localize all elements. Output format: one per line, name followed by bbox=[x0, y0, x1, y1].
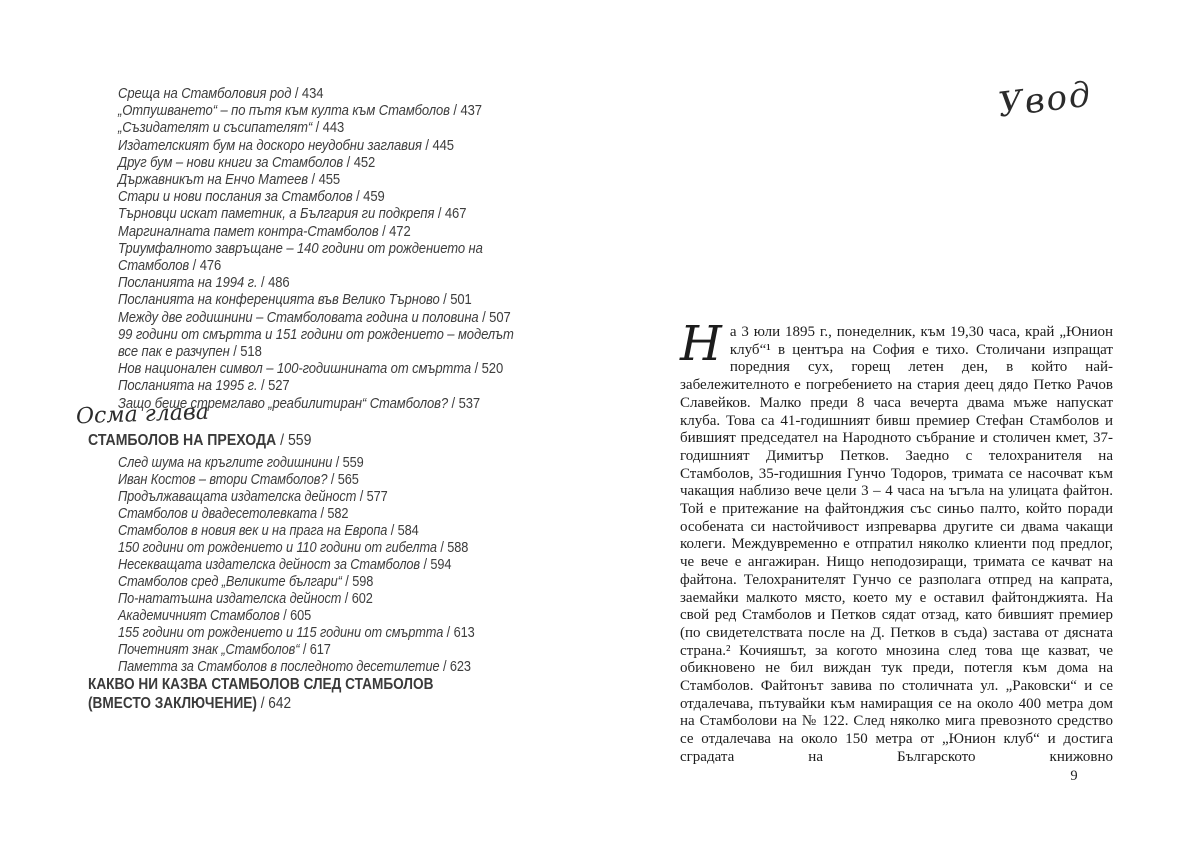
toc-entry-title: Посланията на 1995 г. bbox=[118, 378, 258, 395]
toc-entry bbox=[118, 224, 516, 241]
intro-script-title: Увод bbox=[995, 74, 1095, 126]
toc-entry bbox=[118, 574, 516, 591]
toc-entry-title: Стари и нови послания за Стамболов bbox=[118, 189, 353, 206]
toc-entry-title: Посланията на конференцията във Велико Търново bbox=[118, 292, 440, 309]
toc-entry-page: / 613 bbox=[443, 625, 475, 641]
toc-entry bbox=[118, 625, 516, 642]
intro-paragraph: а 3 юли 1895 г., понеделник, към 19,30 часа, край „Юнион клуб“¹ в центъра на София е тихо. Столичани изпращат поредния сух, горещ летен ден, в който най-забележителното е погребението на стария деец дядо Петко Рачов Славейков. Малко преди 8 часа вечерта двама мъже напускат клуба. Това са 41-годишният бивш премиер Стефан Стамболов и бившият председател на Народното събрание и столичен кмет, 37-годишният Димитър Петков. Заедно с телохранителя на Стамболов, 35-годишния Гунчо Тодоров, тримата се насочват към чакащия наблизо вече цели 3 – 4 часа на ъгъла на улицата файтон. Той е притежание на файтонджия със синьо палто, който поради особената си настойчивост изпреварва другите си двама чакащи колеги. Междувременно е отпратил няколко клиенти под предлог, че вече е ангажиран. Нищо неподозиращи, тримата се качват на файтона. Телохранителят Гунчо се разполага отпред на капрата, заемайки малкото място, което му е оставил файтонджията. На свой ред Стамболов и Петков сядат отзад, като бившият премиер (по свидетелствата после на Д. Петков в съда) застава от дясната страна.² Кочияшът, за когото мнозина след това ще казват, че обикновено не бил виждан тук преди, потегля към дома на Стамболов. Файтонът завива по столичната ул. „Раковски“ и се отдалечава, пътувайки към намиращия се на около 400 метра дом на Стамболови на № 122. След няколко мига превозното средство се отдалечава на около 150 метра от „Юнион клуб“ и достига сградата на Българското книжовно bbox=[680, 324, 1113, 765]
toc-entry bbox=[118, 523, 516, 540]
toc-entry-title: Почетният знак „Стамболов“ bbox=[118, 642, 300, 658]
toc-entry-page: / 559 bbox=[332, 455, 364, 471]
toc-entry-page: / 623 bbox=[439, 659, 471, 675]
toc-entry-page: / 594 bbox=[420, 557, 452, 573]
toc-entry bbox=[118, 206, 516, 223]
toc-entry-title: Издателският бум на доскоро неудобни заглавия bbox=[118, 137, 422, 154]
toc-entry-page: / 602 bbox=[341, 591, 373, 607]
toc-entry-title: Несекващата издателска дейност за Стамболов bbox=[118, 557, 421, 573]
toc-entry bbox=[118, 327, 516, 361]
toc-entry bbox=[118, 275, 516, 292]
toc-entry-page: / 476 bbox=[189, 258, 222, 275]
toc-entry bbox=[118, 120, 516, 137]
toc-entry-title: Нов национален символ – 100-годишнината от смъртта bbox=[118, 361, 472, 378]
toc-entry bbox=[118, 608, 516, 625]
toc-entry-title: 150 години от рождението и 110 години от гибелта bbox=[118, 540, 437, 556]
toc-entry-title: Стамболов в новия век и на прага на Европа bbox=[118, 523, 388, 539]
intro-text-block bbox=[680, 316, 1113, 767]
chapter-script-title: Осма глава bbox=[75, 399, 210, 430]
conclusion-heading bbox=[88, 676, 433, 713]
toc-entry bbox=[118, 138, 516, 155]
toc-entry-title: „Отпушването“ – по пътя към култа към Стамболов bbox=[118, 103, 450, 120]
chapter-heading-page: / 559 bbox=[276, 432, 312, 449]
toc-entry-title: Друг бум – нови книги за Стамболов bbox=[118, 154, 344, 171]
toc-entry-title: 99 години от смъртта и 151 години от рождението – моделът все пак е разчупен bbox=[118, 326, 514, 361]
conclusion-heading-line bbox=[88, 695, 433, 714]
toc-entry bbox=[118, 189, 516, 206]
toc-entry-page: / 598 bbox=[341, 574, 374, 590]
page-number: 9 bbox=[1070, 768, 1078, 784]
toc-entry bbox=[118, 241, 516, 275]
chapter-heading-text: СТАМБОЛОВ НА ПРЕХОДА bbox=[88, 432, 277, 449]
toc-entry-page: / 605 bbox=[279, 608, 312, 624]
toc-entry bbox=[118, 659, 516, 676]
toc-entry-title: Среща на Стамболовия род bbox=[118, 86, 292, 102]
toc-entry bbox=[118, 103, 516, 120]
toc-section-chapter-entries bbox=[118, 455, 516, 676]
toc-entry-page: / 565 bbox=[327, 472, 359, 488]
toc-entry-page: / 452 bbox=[343, 154, 376, 171]
toc-entry-title: Търновци искат паметник, а България ги подкрепя bbox=[118, 206, 435, 223]
dropcap-letter: Н bbox=[680, 316, 722, 372]
toc-entry-page: / 445 bbox=[421, 137, 454, 154]
toc-entry-title: Маргиналната памет контра-Стамболов bbox=[118, 223, 379, 240]
toc-entry-title: Академичният Стамболов bbox=[118, 608, 280, 624]
toc-entry-page: / 617 bbox=[299, 642, 331, 658]
toc-section-part1 bbox=[118, 86, 516, 413]
toc-entry-page: / 588 bbox=[436, 540, 469, 556]
toc-entry bbox=[118, 642, 516, 659]
toc-entry-page: / 467 bbox=[434, 206, 467, 223]
toc-entry-title: Защо беше стремглаво „реабилитиран“ Стамболов? bbox=[118, 395, 449, 412]
toc-entry-page: / 520 bbox=[471, 361, 504, 378]
toc-entry-title: Посланията на 1994 г. bbox=[118, 275, 258, 292]
toc-entry-title: Паметта за Стамболов в последното десетилетие bbox=[118, 659, 440, 675]
toc-entry-page: / 443 bbox=[312, 120, 345, 137]
toc-entry-title: Стамболов и двадесетолевката bbox=[118, 506, 318, 522]
conclusion-heading-line bbox=[88, 676, 433, 695]
toc-entry-title: Триумфалното завръщане – 140 години от рождението на Стамболов bbox=[118, 240, 483, 275]
toc-entry-title: Иван Костов – втори Стамболов? bbox=[118, 472, 328, 488]
toc-entry bbox=[118, 472, 516, 489]
toc-entry-title: Държавникът на Енчо Матеев bbox=[118, 172, 309, 189]
toc-entry bbox=[118, 557, 516, 574]
conclusion-heading-page: / 642 bbox=[256, 694, 292, 712]
toc-entry-page: / 577 bbox=[356, 489, 388, 505]
toc-entry-title: Продължаващата издателска дейност bbox=[118, 489, 357, 505]
toc-entry bbox=[118, 86, 516, 103]
toc-entry-title: 155 години от рождението и 115 години от смъртта bbox=[118, 625, 444, 641]
toc-entry bbox=[118, 361, 516, 378]
toc-entry-title: След шума на кръглите годишнини bbox=[118, 455, 333, 471]
toc-entry-page: / 527 bbox=[257, 378, 290, 395]
toc-entry-page: / 459 bbox=[352, 189, 385, 206]
toc-entry-page: / 582 bbox=[317, 506, 349, 522]
toc-entry-title: По-нататъшна издателска дейност bbox=[118, 591, 342, 607]
toc-entry-page: / 434 bbox=[291, 86, 324, 102]
toc-entry-title: „Съзидателят и съсипателят“ bbox=[118, 120, 313, 137]
toc-entry bbox=[118, 172, 516, 189]
toc-entry-page: / 501 bbox=[439, 292, 472, 309]
toc-entry bbox=[118, 292, 516, 309]
conclusion-heading-text: (ВМЕСТО ЗАКЛЮЧЕНИЕ) bbox=[88, 694, 257, 712]
toc-entry-page: / 472 bbox=[378, 223, 411, 240]
toc-entry bbox=[118, 378, 516, 395]
toc-entry-page: / 455 bbox=[308, 172, 341, 189]
toc-entry-page: / 518 bbox=[229, 344, 262, 361]
toc-entry bbox=[118, 540, 516, 557]
toc-entry-page: / 537 bbox=[448, 395, 481, 412]
conclusion-heading-text: КАКВО НИ КАЗВА СТАМБОЛОВ СЛЕД СТАМБОЛОВ bbox=[88, 676, 434, 693]
toc-entry bbox=[118, 310, 516, 327]
toc-entry-title: Между две годишнини – Стамболовата година и половина bbox=[118, 309, 479, 326]
toc-entry bbox=[118, 506, 516, 523]
toc-entry-title: Стамболов сред „Великите българи“ bbox=[118, 574, 342, 590]
toc-entry-page: / 486 bbox=[257, 275, 290, 292]
chapter-heading bbox=[88, 432, 311, 450]
toc-entry bbox=[118, 155, 516, 172]
toc-entry bbox=[118, 455, 516, 472]
toc-entry-page: / 584 bbox=[387, 523, 419, 539]
toc-entry-page: / 437 bbox=[449, 103, 482, 120]
toc-entry-page: / 507 bbox=[478, 309, 511, 326]
toc-entry bbox=[118, 591, 516, 608]
toc-entry bbox=[118, 489, 516, 506]
